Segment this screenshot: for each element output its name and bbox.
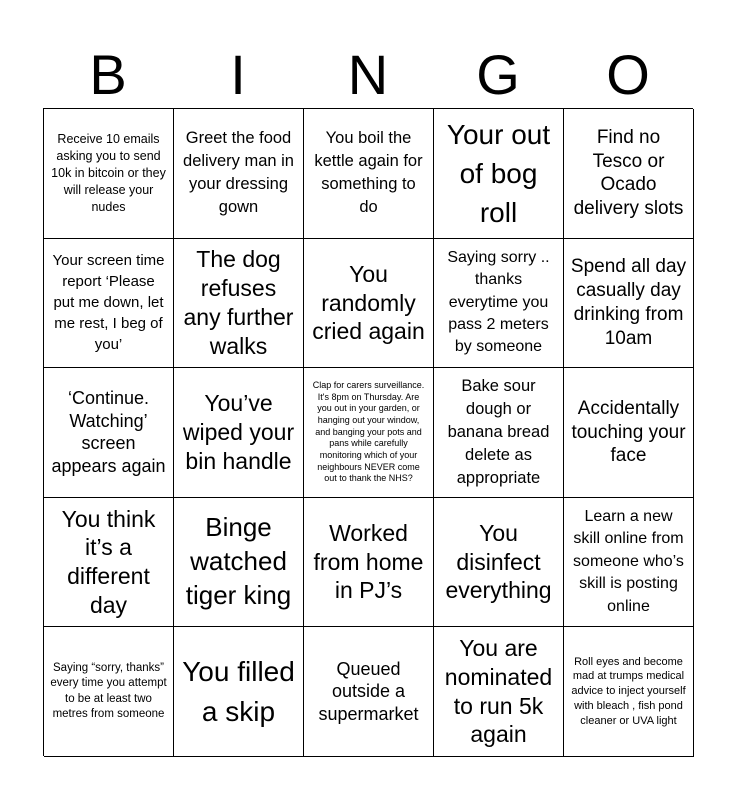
cell-text: Accidentally touching your face bbox=[571, 397, 686, 467]
cell-text: Greet the food delivery man in your dressing gown bbox=[183, 129, 294, 217]
cell-text: Your screen time report ‘Please put me down, let me rest, I beg of you’ bbox=[52, 252, 165, 354]
cell-text: You think it’s a different day bbox=[61, 505, 156, 618]
bingo-cell[interactable] bbox=[174, 498, 304, 628]
bingo-cell[interactable] bbox=[564, 498, 694, 628]
cell-text: Your out of bog roll bbox=[446, 118, 551, 228]
bingo-cell[interactable] bbox=[44, 368, 174, 498]
bingo-cell[interactable] bbox=[304, 368, 434, 498]
header-letter-n: N bbox=[347, 43, 389, 106]
cell-text: Queued outside a supermarket bbox=[318, 658, 419, 724]
bingo-cell[interactable] bbox=[44, 239, 174, 369]
bingo-cell[interactable] bbox=[174, 239, 304, 369]
cell-text: Binge watched tiger king bbox=[185, 512, 292, 610]
bingo-cell[interactable] bbox=[174, 627, 304, 757]
bingo-grid bbox=[43, 108, 693, 756]
header-letter-b: B bbox=[89, 43, 127, 106]
bingo-cell[interactable] bbox=[304, 627, 434, 757]
bingo-cell[interactable] bbox=[564, 368, 694, 498]
header-letter-i: I bbox=[230, 43, 246, 106]
cell-text: You’ve wiped your bin handle bbox=[182, 390, 295, 474]
bingo-cell[interactable] bbox=[44, 627, 174, 757]
bingo-header bbox=[43, 42, 693, 108]
cell-text: Spend all day casually day drinking from 10am bbox=[570, 256, 687, 349]
cell-text: You randomly cried again bbox=[312, 260, 425, 345]
bingo-cell[interactable] bbox=[44, 109, 174, 239]
bingo-cell[interactable] bbox=[44, 498, 174, 628]
header-letter-g: G bbox=[476, 43, 520, 106]
bingo-cell[interactable] bbox=[304, 109, 434, 239]
bingo-cell[interactable] bbox=[304, 239, 434, 369]
cell-text: Receive 10 emails asking you to send 10k in bitcoin or they will release your nudes bbox=[51, 132, 166, 214]
bingo-cell[interactable] bbox=[434, 239, 564, 369]
cell-text: Learn a new skill online from someone who’s skill is posting online bbox=[573, 508, 684, 615]
bingo-cell[interactable] bbox=[564, 627, 694, 757]
cell-text: Find no Tesco or Ocado delivery slots bbox=[573, 126, 684, 220]
bingo-cell[interactable] bbox=[434, 627, 564, 757]
bingo-cell[interactable] bbox=[304, 498, 434, 628]
bingo-cell[interactable] bbox=[564, 239, 694, 369]
cell-text: ‘Continue. Watching’ screen appears again bbox=[51, 388, 166, 476]
bingo-cell[interactable] bbox=[174, 109, 304, 239]
cell-text: Clap for carers surveillance. It's 8pm on Thursday. Are you out in your garden, or hanging out your window, and banging your pots and pans while carefully monitoring which of your neighbours NEVER come out to thank the NHS? bbox=[312, 379, 425, 484]
cell-text: You boil the kettle again for something to do bbox=[314, 129, 423, 217]
cell-text: Saying sorry .. thanks everytime you pass 2 meters by someone bbox=[447, 248, 550, 356]
bingo-cell[interactable] bbox=[174, 368, 304, 498]
bingo-cell[interactable] bbox=[434, 109, 564, 239]
header-letter-o: O bbox=[606, 43, 650, 106]
cell-text: Bake sour dough or banana bread delete as appropriate bbox=[447, 376, 550, 488]
bingo-cell[interactable] bbox=[564, 109, 694, 239]
bingo-cell[interactable] bbox=[434, 368, 564, 498]
bingo-cell[interactable] bbox=[434, 498, 564, 628]
cell-text: You are nominated to run 5k again bbox=[444, 635, 553, 748]
cell-text: You filled a skip bbox=[182, 656, 295, 727]
cell-text: Roll eyes and become mad at trumps medical advice to inject yourself with bleach , fish pond cleaner or UVA light bbox=[571, 655, 686, 727]
cell-text: Worked from home in PJ’s bbox=[313, 519, 424, 604]
cell-text: Saying “sorry, thanks” every time you attempt to be at least two metres from someone bbox=[50, 661, 167, 721]
cell-text: You disinfect everything bbox=[445, 519, 552, 604]
cell-text: The dog refuses any further walks bbox=[183, 246, 294, 359]
